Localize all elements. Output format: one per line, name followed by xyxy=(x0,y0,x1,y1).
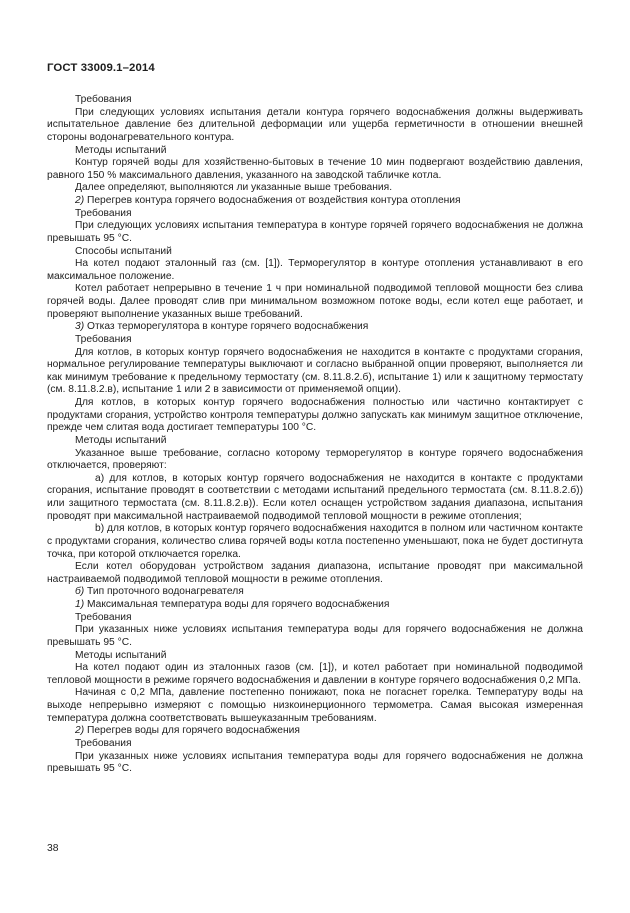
list-marker: 2) xyxy=(75,725,85,737)
list-marker: б) xyxy=(75,586,85,598)
paragraph: Способы испытаний xyxy=(75,245,172,257)
paragraph: 2) Перегрев контура горячего водоснабжения от воздействия контура отопления xyxy=(75,195,461,206)
paragraph: Если котел оборудован устройством задания диапазона, испытание проводят при максимальной настраиваемой подводимой тепловой мощности в режиме отопления. xyxy=(47,561,583,585)
paragraph: Требования xyxy=(75,94,132,105)
paragraph: Для котлов, в которых контур горячего водоснабжения полностью или частично контактирует с продуктами сгорания, устройство контроля температуры должно запускать как минимум защитное отключение, прежде чем слитая вода достигает температуры 100 °С. xyxy=(47,397,583,434)
paragraph: Котел работает непрерывно в течение 1 ч при номинальной подводимой тепловой мощности без слива горячей воды. Далее проводят слив при минимальном возможном потоке воды, если котел еще работает, и проверяют выполнение указанных выше требований. xyxy=(47,283,583,320)
paragraph: При следующих условиях испытания детали контура горячего водоснабжения должны выдерживать испытательное давление без длительной деформации или ущерба герметичности в отношении внешней стороны водонагревательного контура. xyxy=(47,106,583,143)
paragraph: Контур горячей воды для хозяйственно-бытовых в течение 10 мин подвергают воздействию давления, равного 150 % максимального давления, указанного на заводской табличке котла. xyxy=(47,157,583,181)
paragraph: На котел подают один из эталонных газов (см. [1]), и котел работает при номинальной подводимой тепловой мощности в режиме горячего водоснабжения и давлении в контуре горячего водоснабжения 0,2 МПа. xyxy=(47,662,583,686)
paragraph: Методы испытаний xyxy=(75,144,167,156)
paragraph: Далее определяют, выполняются ли указанные выше требования. xyxy=(75,182,393,194)
paragraph: Методы испытаний xyxy=(75,649,167,661)
document-body xyxy=(47,94,583,776)
paragraph: Указанное выше требование, согласно которому терморегулятор в контуре горячего водоснабжения отключается, проверяют: xyxy=(47,447,583,472)
paragraph: Требования xyxy=(75,207,132,219)
paragraph: Требования xyxy=(75,737,132,749)
list-marker: 3) xyxy=(75,321,85,333)
paragraph: Начиная с 0,2 МПа, давление постепенно понижают, пока не погаснет горелка. Температуру воды на выходе непрерывно измеряют с помощью низкоинерционного термометра. Самая высокая измеренная температура должна соответствовать вышеуказанным требованиям. xyxy=(47,687,583,724)
paragraph: 3) Отказ терморегулятора в контуре горячего водоснабжения xyxy=(75,321,369,333)
paragraph: b) для котлов, в которых контур горячего водоснабжения находится в полном или частичном контакте с продуктами сгорания, количество слива горячей воды котла постепенно уменьшают, пока не будет достигнута точка, при которой отключается горелка. xyxy=(47,523,583,560)
document-code-header: ГОСТ 33009.1–2014 xyxy=(47,62,155,74)
paragraph: При указанных ниже условиях испытания температура воды для горячего водоснабжения не должна превышать 95 °С. xyxy=(47,624,583,648)
paragraph: Требования xyxy=(75,611,132,623)
paragraph: Требования xyxy=(75,333,132,345)
paragraph: Для котлов, в которых контур горячего водоснабжения не находится в контакте с продуктами сгорания, нормальное регулирование температуры выключают и согласно выбранной опции проверяют, выполняется ли как минимум требование к предельному термостату (см. 8.11.8.2.б), испытание 1) или к защитному термостату (см. 8.11.8.2.в), испытание 1 или 2 в зависимости от применяемой опции). xyxy=(47,346,583,396)
list-marker: 2) xyxy=(75,195,85,206)
paragraph: При указанных ниже условиях испытания температура воды для горячего водоснабжения не должна превышать 95 °С. xyxy=(47,750,583,775)
paragraph: На котел подают эталонный газ (см. [1]). Терморегулятор в контуре отопления устанавливают в его максимальное положение. xyxy=(47,258,583,282)
list-marker: 1) xyxy=(75,599,85,610)
paragraph: б) Тип проточного водонагревателя xyxy=(75,586,244,598)
paragraph: а) для котлов, в которых контур горячего водоснабжения не находится в контакте с продуктами сгорания, испытание проводят в соответствии с методами испытаний предельного термостата (см. 8.11.8.2.б)) или защитного термостата (см. 8.11.8.2.в)). Если котел оснащен устройством задания диапазона, испытания проводят при максимальной настраиваемой подводимой тепловой мощности в режиме отопления; xyxy=(47,472,583,522)
page-number: 38 xyxy=(47,843,59,854)
paragraph: Методы испытаний xyxy=(75,434,167,446)
paragraph: 2) Перегрев воды для горячего водоснабжения xyxy=(75,725,300,737)
paragraph: 1) Максимальная температура воды для горячего водоснабжения xyxy=(75,599,390,610)
paragraph: При следующих условиях испытания температура в контуре горячей горячего водоснабжения не должна превышать 95 °С. xyxy=(47,220,583,244)
